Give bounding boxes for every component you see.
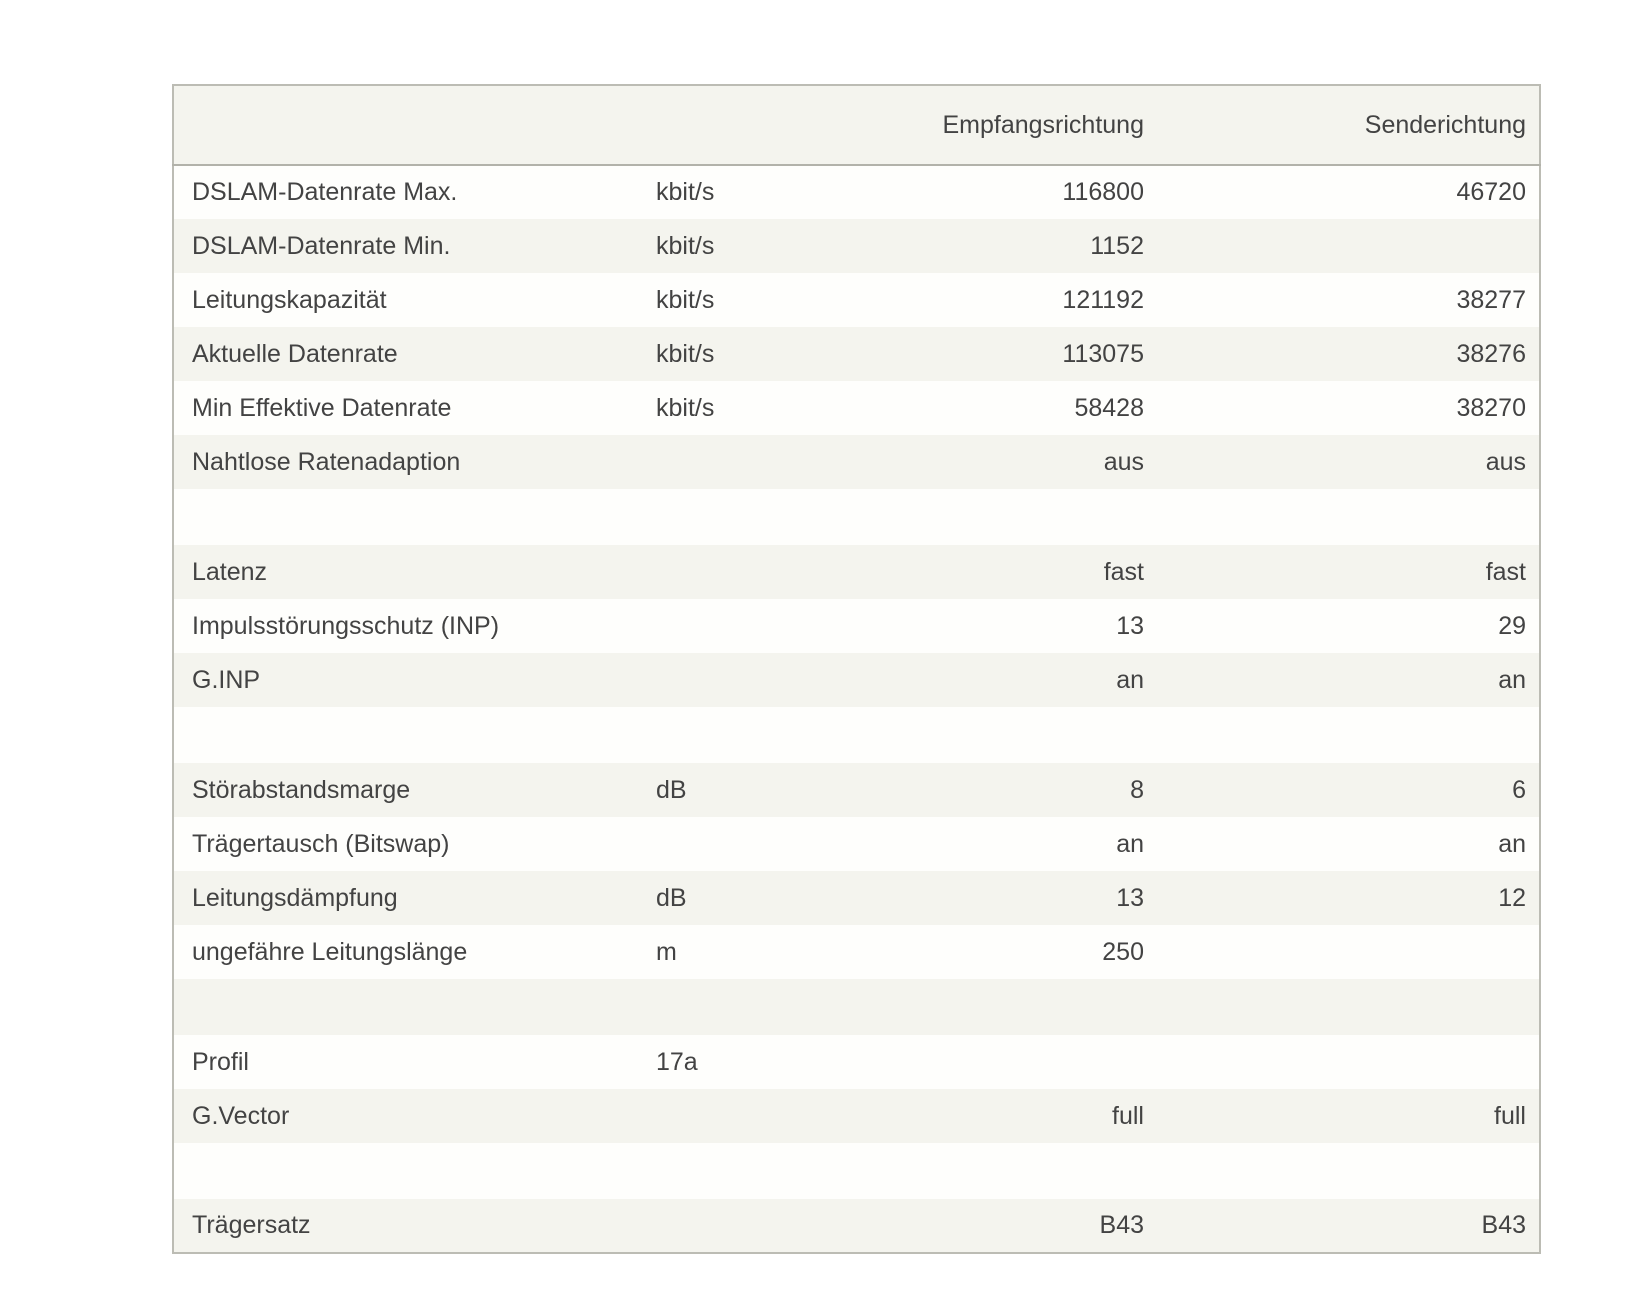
cell-label: Störabstandsmarge xyxy=(192,775,411,804)
cell-label: DSLAM-Datenrate Max. xyxy=(192,178,458,206)
cell-label: Latenz xyxy=(192,557,268,586)
cell-senderichtung xyxy=(1144,1035,1540,1089)
cell-empfangsrichtung: 58428 xyxy=(1074,393,1144,422)
cell-senderichtung: 38270 xyxy=(1456,393,1526,422)
table-body xyxy=(173,165,1540,1253)
cell-label: Min Effektive Datenrate xyxy=(192,393,452,422)
row-traegersatz xyxy=(173,1199,1540,1253)
cell-senderichtung: an xyxy=(1498,665,1526,694)
cell-unit xyxy=(656,653,896,707)
cell-label: Profil xyxy=(192,1047,249,1076)
row-aktuelle-datenrate xyxy=(173,327,1540,381)
cell-senderichtung: 6 xyxy=(1512,775,1526,804)
cell-empfangsrichtung: 113075 xyxy=(1062,339,1144,368)
cell-label: Leitungskapazität xyxy=(192,285,387,314)
row-nahtlose-ratenadaption xyxy=(173,435,1540,489)
cell-label: Trägertausch (Bitswap) xyxy=(192,829,450,858)
column-header-empfangsrichtung: Empfangsrichtung xyxy=(896,85,1144,165)
cell-unit xyxy=(656,435,896,489)
cell-senderichtung xyxy=(1144,925,1540,979)
cell-unit xyxy=(656,599,896,653)
cell-empfangsrichtung: 8 xyxy=(1130,775,1144,804)
spacer-row xyxy=(173,707,1540,763)
cell-unit: dB xyxy=(656,775,687,804)
cell-label: Nahtlose Ratenadaption xyxy=(192,447,461,476)
row-min-effektive-datenrate xyxy=(173,381,1540,435)
cell-empty xyxy=(656,707,896,763)
cell-unit: kbit/s xyxy=(656,178,715,206)
row-leitungskapazitaet xyxy=(173,273,1540,327)
row-dslam-datenrate-min xyxy=(173,219,1540,273)
cell-unit xyxy=(656,545,896,599)
spacer-row xyxy=(173,489,1540,545)
row-leitungsdaempfung xyxy=(173,871,1540,925)
row-g-inp xyxy=(173,653,1540,707)
row-dslam-datenrate-max xyxy=(173,165,1540,219)
cell-empty xyxy=(1144,707,1540,763)
cell-senderichtung: 12 xyxy=(1498,883,1526,912)
cell-unit: kbit/s xyxy=(656,231,715,260)
cell-unit xyxy=(656,1089,896,1143)
dsl-info-table-container xyxy=(172,84,1539,1254)
cell-unit: dB xyxy=(656,883,687,912)
cell-empfangsrichtung: 121192 xyxy=(1062,285,1144,314)
cell-empfangsrichtung: 1152 xyxy=(1090,231,1144,260)
cell-unit: kbit/s xyxy=(656,339,715,368)
cell-senderichtung: 38277 xyxy=(1456,285,1526,314)
cell-empfangsrichtung: aus xyxy=(1103,447,1144,476)
cell-empfangsrichtung: B43 xyxy=(1099,1211,1144,1239)
cell-label: Impulsstörungsschutz (INP) xyxy=(192,611,500,640)
cell-empfangsrichtung xyxy=(896,1035,1144,1089)
column-header-senderichtung: Senderichtung xyxy=(1144,85,1540,165)
spacer-row xyxy=(173,979,1540,1035)
cell-empty xyxy=(173,979,656,1035)
cell-senderichtung: 38276 xyxy=(1456,339,1526,368)
header-label-cell xyxy=(173,85,656,165)
row-ungefaehre-leitungslaenge xyxy=(173,925,1540,979)
cell-label: ungefähre Leitungslänge xyxy=(192,937,468,966)
cell-empfangsrichtung: 13 xyxy=(1116,611,1144,640)
cell-unit xyxy=(656,1199,896,1253)
dsl-info-table xyxy=(172,84,1541,1254)
cell-senderichtung: 46720 xyxy=(1456,178,1526,206)
cell-empfangsrichtung: 250 xyxy=(1102,937,1144,966)
cell-empty xyxy=(656,1143,896,1199)
cell-unit xyxy=(656,817,896,871)
row-profil xyxy=(173,1035,1540,1089)
cell-empty xyxy=(1144,489,1540,545)
cell-empty xyxy=(173,707,656,763)
cell-empfangsrichtung: an xyxy=(1116,829,1144,858)
cell-unit: m xyxy=(656,937,677,966)
cell-empty xyxy=(896,489,1144,545)
header-row xyxy=(173,85,1540,165)
cell-senderichtung: aus xyxy=(1485,447,1526,476)
table-header xyxy=(173,85,1540,165)
spacer-row xyxy=(173,1143,1540,1199)
cell-empfangsrichtung: an xyxy=(1116,665,1144,694)
cell-label: G.INP xyxy=(192,665,261,694)
cell-label: DSLAM-Datenrate Min. xyxy=(192,231,451,260)
row-latenz xyxy=(173,545,1540,599)
row-traegertausch-bitswap xyxy=(173,817,1540,871)
cell-unit: 17a xyxy=(656,1047,698,1076)
row-g-vector xyxy=(173,1089,1540,1143)
cell-label: Leitungsdämpfung xyxy=(192,883,398,912)
cell-label: Trägersatz xyxy=(192,1211,311,1239)
cell-empfangsrichtung: full xyxy=(1112,1101,1144,1130)
cell-unit: kbit/s xyxy=(656,393,715,422)
cell-empty xyxy=(173,1143,656,1199)
cell-empty xyxy=(656,489,896,545)
row-impulsstoerungsschutz xyxy=(173,599,1540,653)
cell-senderichtung: an xyxy=(1498,829,1526,858)
cell-empty xyxy=(173,489,656,545)
cell-empty xyxy=(1144,979,1540,1035)
cell-senderichtung: B43 xyxy=(1481,1211,1526,1239)
cell-empty xyxy=(896,1143,1144,1199)
cell-empfangsrichtung: 13 xyxy=(1116,883,1144,912)
cell-empfangsrichtung: 116800 xyxy=(1062,178,1144,206)
cell-senderichtung: fast xyxy=(1485,557,1526,586)
cell-empty xyxy=(896,979,1144,1035)
cell-unit: kbit/s xyxy=(656,285,715,314)
cell-empfangsrichtung: fast xyxy=(1103,557,1144,586)
cell-senderichtung: full xyxy=(1494,1101,1526,1130)
cell-empty xyxy=(1144,1143,1540,1199)
cell-empty xyxy=(896,707,1144,763)
cell-label: Aktuelle Datenrate xyxy=(192,339,398,368)
cell-senderichtung: 29 xyxy=(1498,611,1526,640)
cell-senderichtung xyxy=(1144,219,1540,273)
cell-empty xyxy=(656,979,896,1035)
header-unit-cell xyxy=(656,85,896,165)
row-stoerabstandsmarge xyxy=(173,763,1540,817)
cell-label: G.Vector xyxy=(192,1101,290,1130)
